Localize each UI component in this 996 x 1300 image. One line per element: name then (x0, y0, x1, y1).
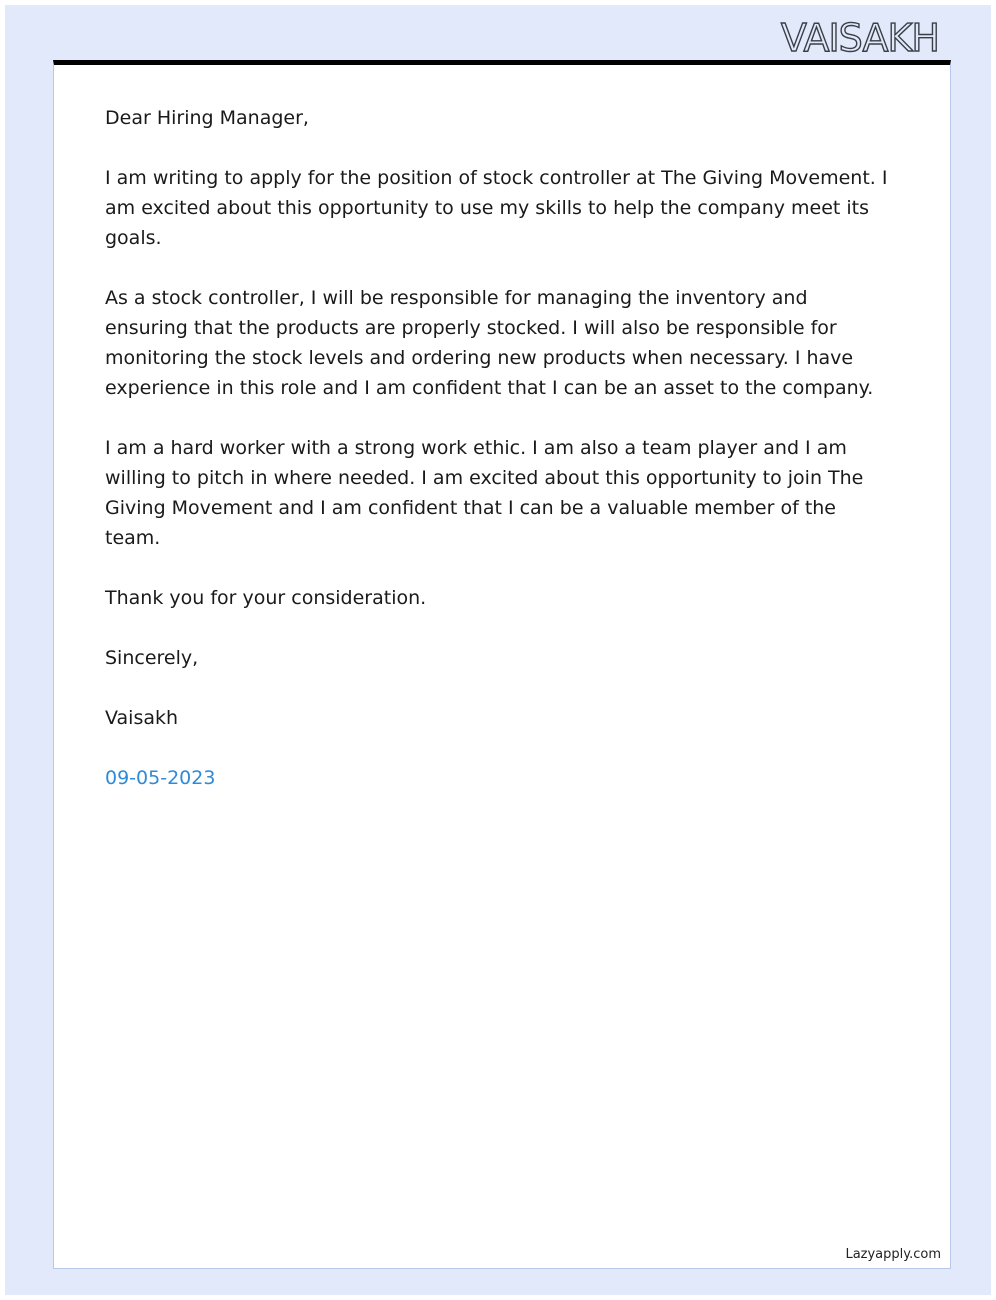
letter-date: 09-05-2023 (105, 767, 216, 789)
thanks-line: Thank you for your consideration. (105, 587, 427, 609)
paragraph-3: I am a hard worker with a strong work ethic. I am also a team player and I am willing to pitch in where needed. I am excited about this opportunity to join The Giving Movement and I am confident that I can be a valuable member of the team. (105, 437, 864, 549)
paragraph-1: I am writing to apply for the position of stock controller at The Giving Movement. I am excited about this opportunity to use my skills to help the company meet its goals. (105, 167, 888, 249)
brand-name: VAISAKH (780, 16, 939, 60)
signature: Vaisakh (105, 707, 179, 729)
footer-site: Lazyapply.com (845, 1247, 941, 1262)
salutation: Dear Hiring Manager, (105, 107, 309, 129)
letter-body (105, 103, 895, 793)
document-background (5, 5, 991, 1295)
paragraph-2: As a stock controller, I will be responsible for managing the inventory and ensuring that the products are properly stocked. I will also be responsible for monitoring the stock levels and ordering new products when necessary. I have experience in this role and I am confident that I can be an asset to the company. (105, 287, 874, 399)
closing: Sincerely, (105, 647, 199, 669)
letter-page (53, 60, 951, 1269)
